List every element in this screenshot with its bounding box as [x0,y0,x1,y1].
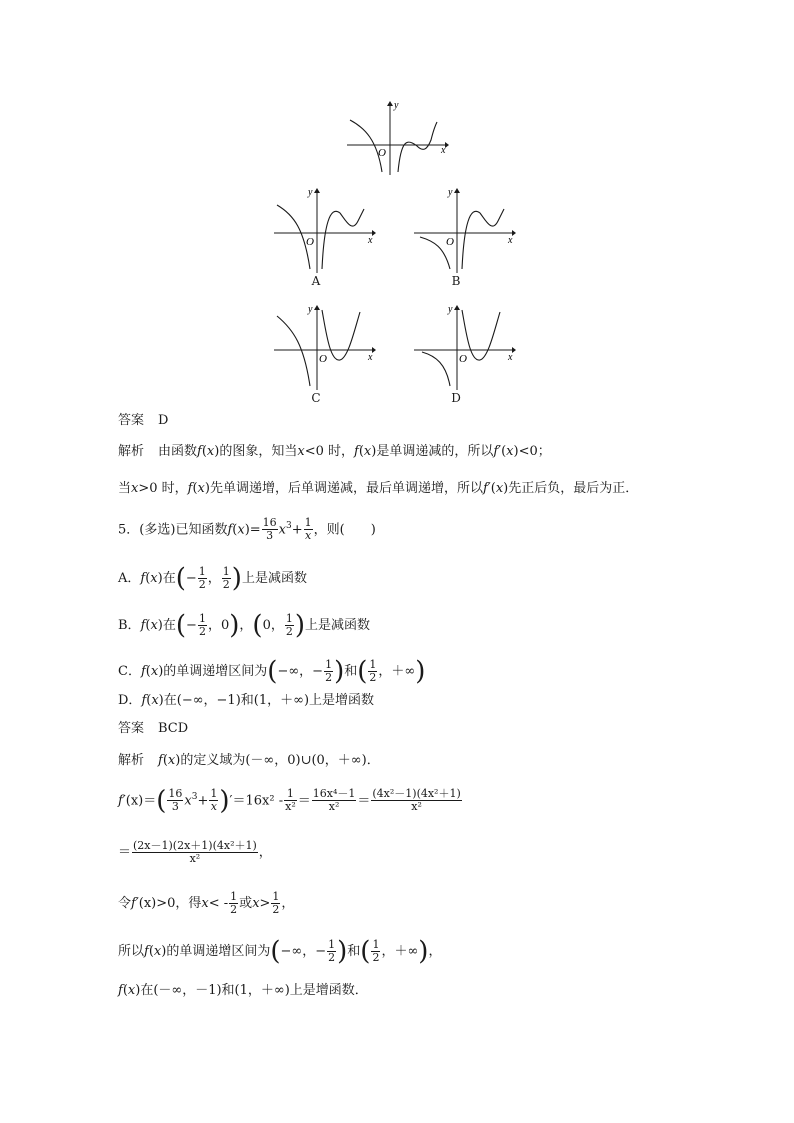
curve-right [398,122,437,172]
svg-text:x: x [368,352,373,363]
reference-graph [345,100,455,180]
curve-right [322,310,360,360]
graph-A [272,185,382,275]
x-axis-arrow [445,142,449,148]
svg-text:y: y [308,304,313,315]
option-label-D: D [451,391,461,405]
answer-1 [118,412,168,430]
curve-left [422,352,450,386]
answer-label: 答案 [118,413,145,428]
answer-2: 答案 BCD [118,721,189,736]
option-label-B: B [451,274,461,288]
y-label: y [394,100,399,111]
svg-text:O: O [319,353,327,365]
x-label: x [441,145,446,156]
option-D[interactable]: D．f(x)在(−∞，−1)和(1，＋∞)上是增函数 [118,693,375,708]
analysis-1-line-2: 当x>0 时，f(x)先单调递增，后单调递减，最后单调递增，所以f′(x)先正后负，最后为正． [118,481,639,496]
solution-inequality: 令f′(x)>0，得x< - $\frac{1}{2}$ 或x> $\frac{1}{2}$ ， [118,890,295,916]
option-A[interactable]: A．f(x)在(− $\frac{1}{2}$ ， $\frac{1}{2}$ )上是减函数 [118,563,307,594]
curve-left [350,120,382,172]
svg-text:x: x [508,235,513,246]
curve-right [462,310,500,360]
option-label-A: A [311,274,321,288]
answer-value: D [158,413,169,428]
solution-derivative: f′(x)＝( $\frac{16}{3}$ $x^3+$ $\frac{1}{x}$ )′＝16x² - $\frac{1}{\text{x²}}$ ＝ $\frac{\text{16x⁴－1}}{\text{x²}}$ ＝ $\frac{\text{(4x²－1)(4x²＋1)}}{\text{x²}}$ [118,785,461,816]
option-label-C: C [311,391,321,405]
question-5: 5．(多选)已知函数f(x)= $\frac{16}{3}$ $x^3+$ $\frac{1}{x}$ ，则( ) [118,516,376,543]
option-B[interactable]: B．f(x)在(− $\frac{1}{2}$ ，0)，(0， $\frac{1}{2}$ )上是减函数 [118,610,371,641]
solution-factored: ＝ $\frac{\text{(2x－1)(2x＋1)(4x²＋1)}}{\text{x²}}$ ， [118,839,272,865]
svg-text:y: y [448,304,453,315]
solution-conclusion: f(x)在(－∞，－1)和(1，＋∞)上是增函数． [118,983,368,998]
graph-B [412,185,522,275]
option-C[interactable]: C．f(x)的单调递增区间为(−∞，− $\frac{1}{2}$ )和( $\frac{1}{2}$ ，＋∞) [118,656,426,687]
curve-right [322,209,364,269]
graph-C [272,302,382,392]
solution-increasing-interval: 所以f(x)的单调递增区间为(−∞，− $\frac{1}{2}$ )和( $\frac{1}{2}$ ，＋∞)， [118,936,442,967]
solution-domain: 解析 f(x)的定义域为(－∞，0)∪(0，＋∞)． [118,753,380,768]
origin-label: O [378,147,386,159]
svg-text:x: x [368,235,373,246]
svg-text:y: y [448,187,453,198]
svg-text:O: O [446,236,454,248]
curve-right [462,209,504,269]
svg-text:x: x [508,352,513,363]
svg-text:y: y [308,187,313,198]
svg-text:O: O [459,353,467,365]
y-axis-arrow [387,101,393,106]
curve-left [277,316,310,386]
graph-D [412,302,522,392]
svg-text:O: O [306,236,314,248]
analysis-1-line-1: 解析 由函数f(x)的图象，知当x<0 时，f(x)是单调递减的，所以f′(x)<0； [118,444,551,459]
